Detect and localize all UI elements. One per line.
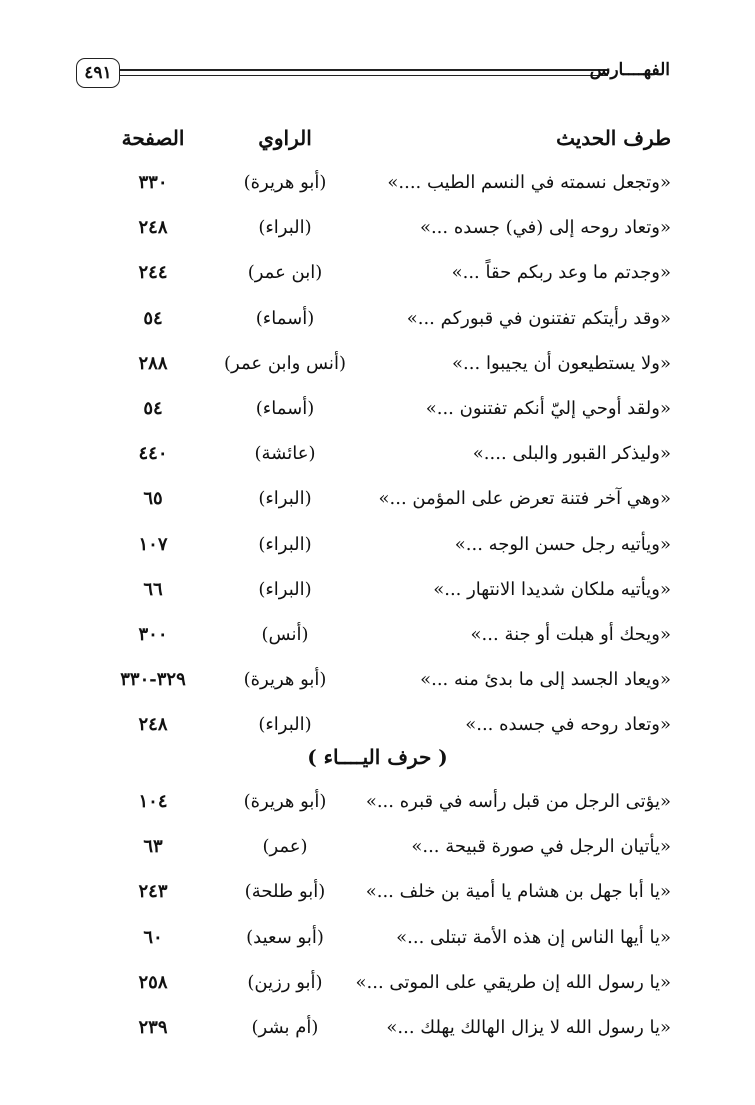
hadith-text: «وليذكر القبور والبلى ....» [472, 443, 671, 465]
hadith-text: «يؤتى الرجل من قبل رأسه في قبره ...» [365, 791, 671, 812]
column-header-rawi: الراوي [258, 126, 312, 150]
page-ref: ٤٤٠ [138, 443, 168, 465]
table-header-row [0, 119, 755, 157]
hadith-text: «ويعاد الجسد إلى ما بدئ منه ...» [420, 669, 671, 691]
hadith-text: «وتعاد روحه في جسده ...» [465, 714, 671, 736]
table-row [0, 661, 755, 699]
narrator: (أنس) [261, 624, 309, 645]
table-row [0, 964, 755, 1002]
page-ref: ٣٣٠ [138, 172, 168, 193]
narrator: (أبو هريرة) [243, 172, 327, 193]
table-row [0, 300, 755, 338]
hadith-text: «ولا يستطيعون أن يجيبوا ...» [452, 352, 671, 374]
page-ref: ٢٥٨ [138, 971, 168, 993]
narrator: (أسماء) [255, 398, 315, 419]
column-header-page: الصفحة [121, 126, 185, 150]
table-row [0, 919, 755, 957]
narrator: (أبو رزين) [247, 971, 323, 993]
running-title: الفهــــارس [589, 60, 670, 80]
narrator: (أبو طلحة) [244, 881, 326, 903]
page-ref: ٦٦ [143, 578, 163, 600]
narrator: (أنس وابن عمر) [224, 352, 346, 374]
narrator: (البراء) [258, 533, 312, 555]
page-ref: ٦٥ [143, 488, 163, 510]
page-ref: ٢٤٨ [138, 217, 168, 239]
hadith-text: «وهي آخر فتنة تعرض على المؤمن ...» [378, 488, 671, 510]
table-row [0, 209, 755, 247]
page-ref: ١٠٧ [138, 533, 168, 555]
header-rule-thin [120, 75, 608, 76]
page-ref: ٦٠ [143, 926, 163, 948]
page-ref: ٢٣٩ [138, 1017, 168, 1038]
page-ref: ٣٠٠ [138, 624, 168, 645]
hadith-text: «وتجعل نسمته في النسم الطيب ....» [387, 172, 671, 193]
table-row [0, 345, 755, 383]
page-ref: ٢٨٨ [138, 352, 168, 374]
header-rule [120, 69, 608, 71]
narrator: (البراء) [258, 488, 312, 510]
table-row [0, 435, 755, 473]
page-ref: ٢٤٨ [138, 714, 168, 736]
hadith-text: «ويحك أو هبلت أو جنة ...» [470, 624, 671, 645]
page-ref: ٥٤ [143, 398, 163, 419]
narrator: (ابن عمر) [247, 262, 323, 284]
narrator: (عمر) [262, 836, 308, 858]
narrator: (البراء) [258, 714, 312, 736]
table-row [0, 254, 755, 292]
hadith-text: «يا أيها الناس إن هذه الأمة تبتلى ...» [396, 926, 671, 948]
narrator: (البراء) [258, 217, 312, 239]
narrator: (أسماء) [255, 307, 315, 329]
hadith-text: «وقد رأيتكم تفتنون في قبوركم ...» [406, 307, 671, 329]
hadith-text: «يأتيان الرجل في صورة قبيحة ...» [411, 836, 671, 858]
column-header-hadith: طرف الحديث [556, 126, 671, 150]
hadith-text: «يا رسول الله لا يزال الهالك يهلك ...» [386, 1017, 671, 1038]
hadith-text: «ولقد أوحي إليّ أنكم تفتنون ...» [425, 398, 671, 419]
narrator: (أبو هريرة) [243, 791, 327, 812]
narrator: (أبو سعيد) [246, 926, 324, 948]
hadith-text: «يا أبا جهل بن هشام يا أمية بن خلف ...» [365, 881, 671, 903]
table-row [0, 1009, 755, 1047]
table-row [0, 480, 755, 518]
table-row [0, 571, 755, 609]
narrator: (البراء) [258, 578, 312, 600]
page-ref: ١٠٤ [138, 791, 168, 812]
hadith-text: «ويأتيه رجل حسن الوجه ...» [454, 533, 671, 555]
table-row [0, 526, 755, 564]
table-row [0, 783, 755, 821]
page-ref: ٥٤ [143, 307, 163, 329]
running-header [76, 58, 670, 92]
hadith-text: «وتعاد روحه إلى (في) جسده ...» [419, 217, 671, 239]
table-row [0, 616, 755, 654]
hadith-text: «ويأتيه ملكان شديدا الانتهار ...» [433, 578, 671, 600]
page-ref: ٣٢٩-٣٣٠ [120, 669, 186, 691]
page-ref: ٦٣ [143, 836, 163, 858]
section-title: ( حرف اليــــاء ) [307, 745, 448, 769]
hadith-text: «يا رسول الله إن طريقي على الموتى ...» [355, 971, 671, 993]
table-row [0, 828, 755, 866]
hadith-text: «وجدتم ما وعد ربكم حقاً ...» [451, 262, 671, 284]
narrator: (عائشة) [254, 443, 316, 465]
table-row [0, 164, 755, 202]
page-ref: ٢٤٣ [138, 881, 168, 903]
table-row [0, 390, 755, 428]
page-ref: ٢٤٤ [138, 262, 168, 284]
narrator: (أبو هريرة) [243, 669, 327, 691]
table-row [0, 873, 755, 911]
narrator: (أم بشر) [251, 1017, 319, 1038]
page-number: ٤٩١ [76, 58, 120, 88]
